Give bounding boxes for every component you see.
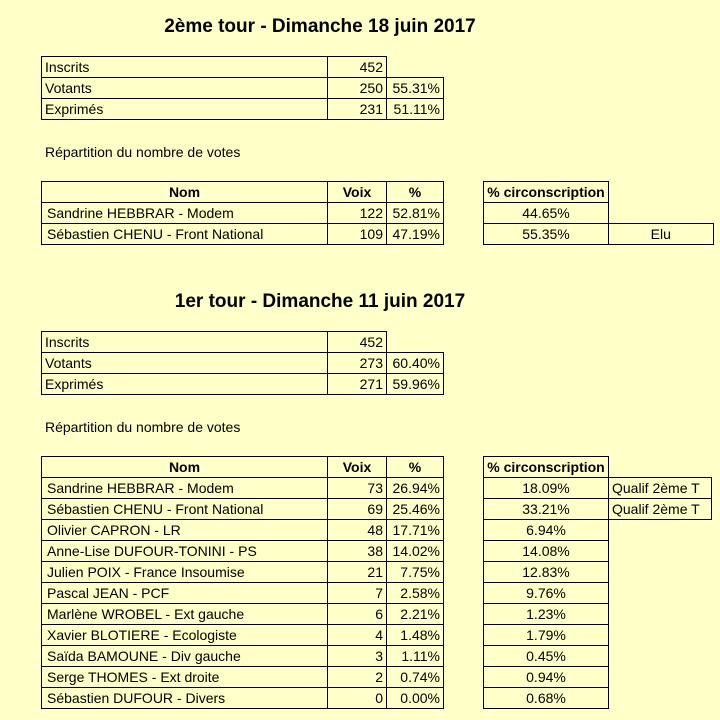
candidate-note (609, 688, 712, 709)
candidate-note (609, 562, 712, 583)
stats-pct: 55.31% (387, 78, 444, 99)
candidate-circ: 33.21% (484, 499, 609, 520)
table-row (484, 520, 712, 541)
table-row (42, 203, 444, 224)
candidate-name: Pascal JEAN - PCF (42, 583, 328, 604)
stats-value: 271 (328, 374, 387, 395)
round2-title: 2ème tour - Dimanche 18 juin 2017 (164, 16, 476, 37)
table-header-row (484, 457, 712, 478)
stats-pct: 60.40% (387, 353, 444, 374)
header-voix: Voix (328, 457, 387, 478)
candidate-note (609, 646, 712, 667)
candidate-voix: 0 (328, 688, 387, 709)
stats-label: Exprimés (42, 374, 328, 395)
stats-row (42, 374, 444, 395)
stats-row (42, 353, 444, 374)
stats-pct: 59.96% (387, 374, 444, 395)
candidate-pct: 2.21% (387, 604, 444, 625)
table-row (42, 520, 444, 541)
candidate-pct: 1.48% (387, 625, 444, 646)
table-row (42, 583, 444, 604)
candidate-voix: 21 (328, 562, 387, 583)
table-row (484, 203, 714, 224)
round1-results-table (41, 456, 444, 709)
candidate-voix: 73 (328, 478, 387, 499)
table-row (484, 562, 712, 583)
stats-row (42, 332, 444, 353)
table-row (42, 646, 444, 667)
candidate-pct: 52.81% (387, 203, 444, 224)
table-header-row (42, 182, 444, 203)
candidate-pct: 2.58% (387, 583, 444, 604)
candidate-name: Olivier CAPRON - LR (42, 520, 328, 541)
candidate-pct: 26.94% (387, 478, 444, 499)
candidate-circ: 6.94% (484, 520, 609, 541)
round2-subtitle: Répartition du nombre de votes (45, 144, 241, 160)
candidate-pct: 25.46% (387, 499, 444, 520)
candidate-pct: 0.74% (387, 667, 444, 688)
stats-value: 452 (328, 57, 387, 78)
stats-label: Votants (42, 353, 328, 374)
candidate-circ: 1.79% (484, 625, 609, 646)
round1-stats-table (41, 331, 444, 395)
table-row (42, 604, 444, 625)
candidate-circ: 44.65% (484, 203, 609, 224)
header-nom: Nom (42, 457, 328, 478)
candidate-circ: 14.08% (484, 541, 609, 562)
candidate-voix: 122 (328, 203, 387, 224)
table-row (42, 541, 444, 562)
table-row (42, 667, 444, 688)
round1-title: 1er tour - Dimanche 11 juin 2017 (174, 291, 466, 312)
table-row (484, 625, 712, 646)
table-row (484, 583, 712, 604)
round2-circ-table (483, 181, 714, 245)
candidate-name: Sandrine HEBBRAR - Modem (42, 203, 328, 224)
header-nom: Nom (42, 182, 328, 203)
candidate-pct: 0.00% (387, 688, 444, 709)
candidate-circ: 1.23% (484, 604, 609, 625)
table-row (42, 499, 444, 520)
stats-value: 273 (328, 353, 387, 374)
candidate-circ: 0.94% (484, 667, 609, 688)
stats-row (42, 57, 444, 78)
candidate-name: Anne-Lise DUFOUR-TONINI - PS (42, 541, 328, 562)
table-header-row (42, 457, 444, 478)
candidate-voix: 7 (328, 583, 387, 604)
candidate-name: Sébastien CHENU - Front National (42, 224, 328, 245)
stats-row (42, 99, 444, 120)
candidate-voix: 6 (328, 604, 387, 625)
candidate-pct: 7.75% (387, 562, 444, 583)
header-note-blank (609, 457, 712, 478)
candidate-name: Xavier BLOTIERE - Ecologiste (42, 625, 328, 646)
candidate-note (609, 203, 714, 224)
candidate-circ: 12.83% (484, 562, 609, 583)
stats-row (42, 78, 444, 99)
table-row (42, 478, 444, 499)
candidate-name: Sébastien DUFOUR - Divers (42, 688, 328, 709)
table-row (484, 604, 712, 625)
candidate-note (609, 541, 712, 562)
candidate-voix: 3 (328, 646, 387, 667)
stats-label: Exprimés (42, 99, 328, 120)
candidate-note (609, 667, 712, 688)
table-row (484, 541, 712, 562)
table-row (484, 667, 712, 688)
table-row (42, 562, 444, 583)
round2-results-table (41, 181, 444, 245)
candidate-pct: 47.19% (387, 224, 444, 245)
candidate-circ: 0.68% (484, 688, 609, 709)
stats-pct: 51.11% (387, 99, 444, 120)
table-row (484, 499, 712, 520)
header-circ: % circonscription (484, 182, 609, 203)
candidate-note (609, 625, 712, 646)
candidate-name: Saïda BAMOUNE - Div gauche (42, 646, 328, 667)
candidate-circ: 18.09% (484, 478, 609, 499)
candidate-circ: 9.76% (484, 583, 609, 604)
candidate-name: Julien POIX - France Insoumise (42, 562, 328, 583)
candidate-note (609, 604, 712, 625)
stats-label: Inscrits (42, 57, 328, 78)
stats-value: 231 (328, 99, 387, 120)
table-row (42, 224, 444, 245)
candidate-pct: 17.71% (387, 520, 444, 541)
candidate-name: Serge THOMES - Ext droite (42, 667, 328, 688)
candidate-name: Marlène WROBEL - Ext gauche (42, 604, 328, 625)
stats-label: Inscrits (42, 332, 328, 353)
candidate-note: Qualif 2ème T (609, 499, 712, 520)
candidate-note: Qualif 2ème T (609, 478, 712, 499)
candidate-circ: 55.35% (484, 224, 609, 245)
candidate-voix: 109 (328, 224, 387, 245)
stats-value: 250 (328, 78, 387, 99)
table-row (42, 625, 444, 646)
header-pct: % (387, 457, 444, 478)
candidate-note: Elu (609, 224, 714, 245)
candidate-voix: 2 (328, 667, 387, 688)
candidate-note (609, 520, 712, 541)
table-row (42, 688, 444, 709)
candidate-voix: 69 (328, 499, 387, 520)
stats-pct (387, 57, 444, 78)
header-pct: % (387, 182, 444, 203)
table-header-row (484, 182, 714, 203)
candidate-name: Sandrine HEBBRAR - Modem (42, 478, 328, 499)
round2-stats-table (41, 56, 444, 120)
header-voix: Voix (328, 182, 387, 203)
stats-label: Votants (42, 78, 328, 99)
table-row (484, 646, 712, 667)
candidate-pct: 1.11% (387, 646, 444, 667)
candidate-pct: 14.02% (387, 541, 444, 562)
candidate-voix: 38 (328, 541, 387, 562)
candidate-circ: 0.45% (484, 646, 609, 667)
round1-circ-table (483, 456, 712, 709)
candidate-name: Sébastien CHENU - Front National (42, 499, 328, 520)
candidate-note (609, 583, 712, 604)
candidate-voix: 48 (328, 520, 387, 541)
stats-value: 452 (328, 332, 387, 353)
stats-pct (387, 332, 444, 353)
table-row (484, 224, 714, 245)
round1-subtitle: Répartition du nombre de votes (45, 419, 241, 435)
table-row (484, 478, 712, 499)
header-circ: % circonscription (484, 457, 609, 478)
header-note-blank (609, 182, 714, 203)
candidate-voix: 4 (328, 625, 387, 646)
table-row (484, 688, 712, 709)
